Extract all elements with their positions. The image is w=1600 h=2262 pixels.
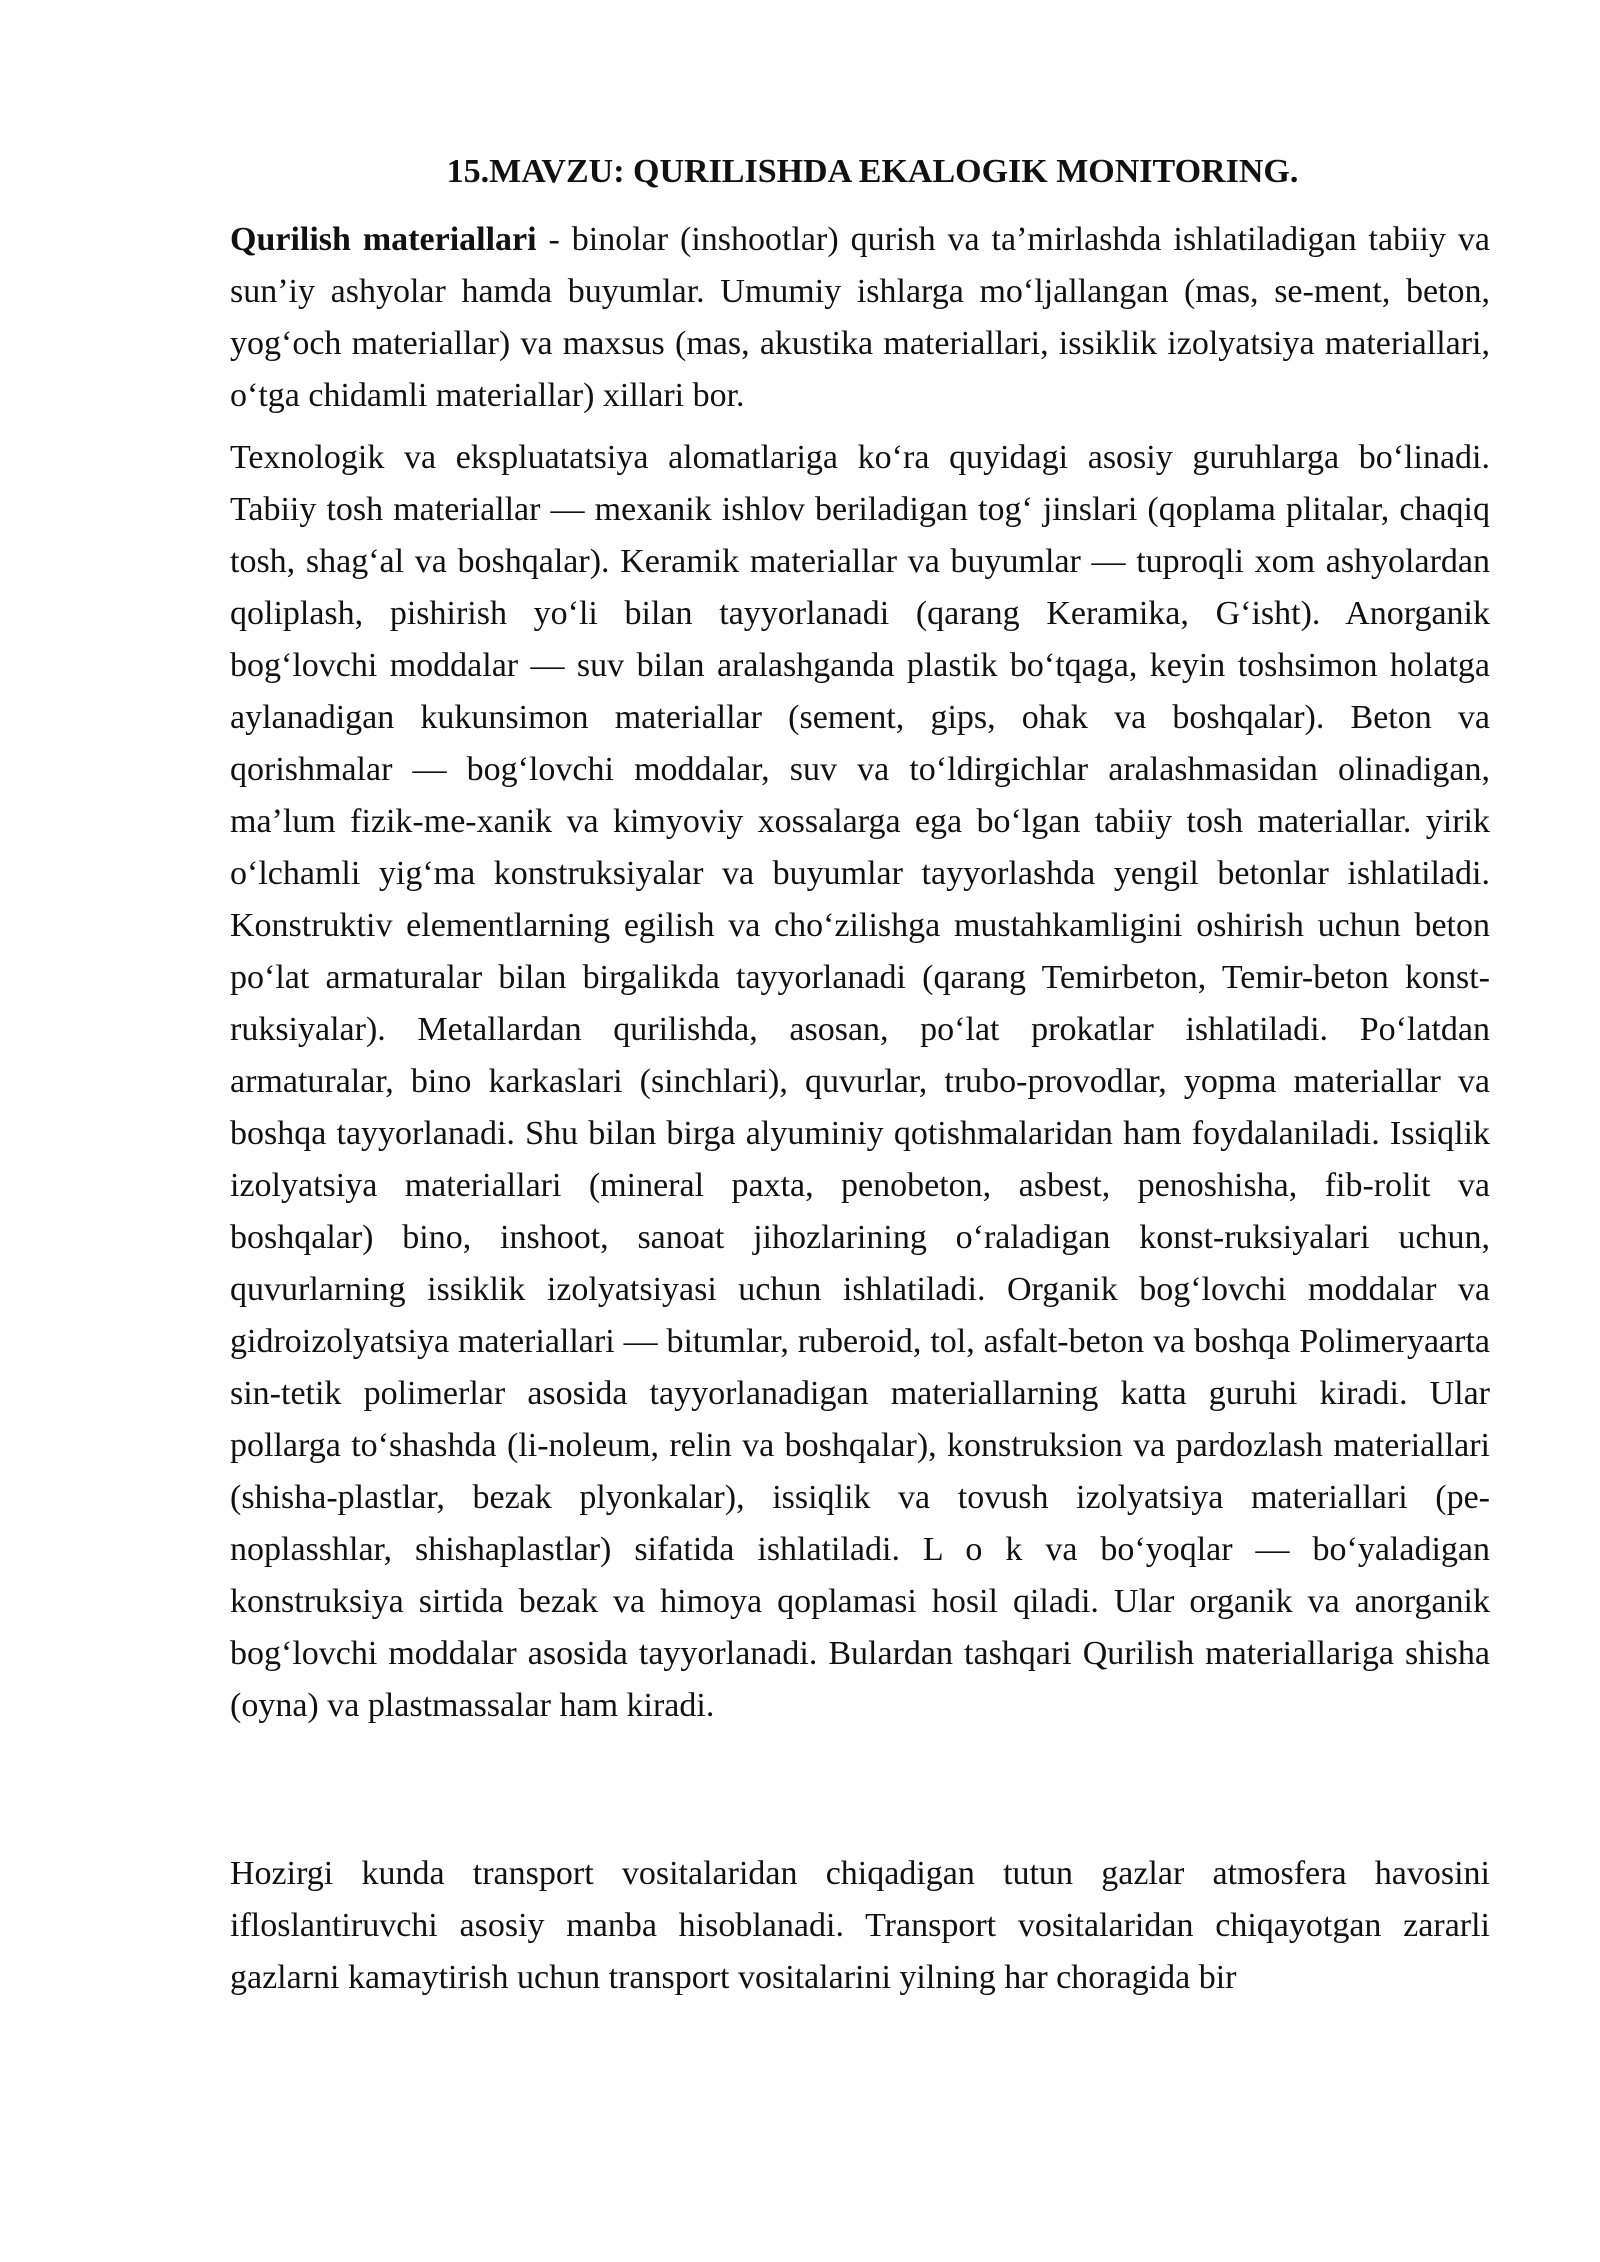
- paragraph-classification: Texnologik va ekspluatatsiya alomatlariga koʻra quyidagi asosiy guruhlarga boʻlinadi. Tabiiy tosh materiallar — mexanik ishlov beriladigan togʻ jinslari (qoplama plitalar, chaqiq tosh, shagʻal va boshqalar). Keramik materiallar va buyumlar — tuproqli xom ashyolardan qoliplash, pishirish yoʻli bilan tayyorlanadi (qarang Keramika, Gʻisht). Anorganik bogʻlovchi moddalar — suv bilan aralashganda plastik boʻtqaga, keyin toshsimon holatga aylanadigan kukunsimon materiallar (sement, gips, ohak va boshqalar). Beton va qorishmalar — bogʻlovchi moddalar, suv va toʻldirgichlar aralashmasidan olinadigan, maʼlum fizik-me-xanik va kimyoviy xossalarga ega boʻlgan tabiiy tosh materiallar. yirik oʻlchamli yigʻma konstruksiyalar va buyumlar tayyorlashda yengil betonlar ishlatiladi. Konstruktiv elementlarning egilish va choʻzilishga mustahkamligini oshirish uchun beton poʻlat armaturalar bilan birgalikda tayyorlanadi (qarang Temirbeton, Temir-beton konst-ruksiyalar). Metallardan qurilishda, asosan, poʻlat prokatlar ishlatiladi. Poʻlatdan armaturalar, bino karkaslari (sinchlari), quvurlar, trubo-provodlar, yopma materiallar va boshqa tayyorlanadi. Shu bilan birga alyuminiy qotishmalaridan ham foydalaniladi. Issiqlik izolyatsiya materiallari (mineral paxta, penobeton, asbest, penoshisha, fib-rolit va boshqalar) bino, inshoot, sanoat jihozlarining oʻraladigan konst-ruksiyalari uchun, quvurlarning issiklik izolyatsiyasi uchun ishlatiladi. Organik bogʻlovchi moddalar va gidroizolyatsiya materiallari — bitumlar, ruberoid, tol, asfalt-beton va boshqa Polimeryaarta sin-tetik polimerlar asosida tayyorlanadigan materiallarning katta guruhi kiradi. Ular pollarga toʻshashda (li-noleum, relin va boshqalar), konstruksion va pardozlash materiallari (shisha-plastlar, bezak plyonkalar), issiqlik va tovush izolyatsiya materiallari (pe-noplasshlar, shishaplastlar) sifatida ishlatiladi. L o k va boʻyoqlar — boʻyaladigan konstruksiya sirtida bezak va himoya qoplamasi hosil qiladi. Ular organik va anorganik bogʻlovchi moddalar asosida tayyorlanadi. Bulardan tashqari Qurilish materiallariga shisha (oyna) va plastmassalar ham kiradi.: [230, 439, 1490, 1724]
- paragraph-definition: [230, 214, 1490, 422]
- defined-term: Qurilish materiallari: [230, 221, 537, 258]
- paragraph-gap: [230, 1742, 1490, 1848]
- definition-text: - binolar (inshootlar) qurish va taʼmirlashda ishlatiladigan tabiiy va sunʼiy ashyolar hamda buyumlar. Umumiy ishlarga moʻljallangan (mas, se-ment, beton, yogʻoch materiallar) va maxsus (mas, akustika materiallari, issiklik izolyatsiya materiallari, oʻtga chidamli materiallar) xillari bor.: [230, 221, 1490, 414]
- paragraph-transport: Hozirgi kunda transport vositalaridan chiqadigan tutun gazlar atmosfera havosini ifloslantiruvchi asosiy manba hisoblanadi. Transport vositalaridan chiqayotgan zararli gazlarni kamaytirish uchun transport vositalarini yilning har choragida bir: [230, 1855, 1490, 1996]
- page-title: 15.MAVZU: QURILISHDA EKALOGIK MONITORING.: [446, 153, 1299, 190]
- document-body: [230, 150, 1490, 2014]
